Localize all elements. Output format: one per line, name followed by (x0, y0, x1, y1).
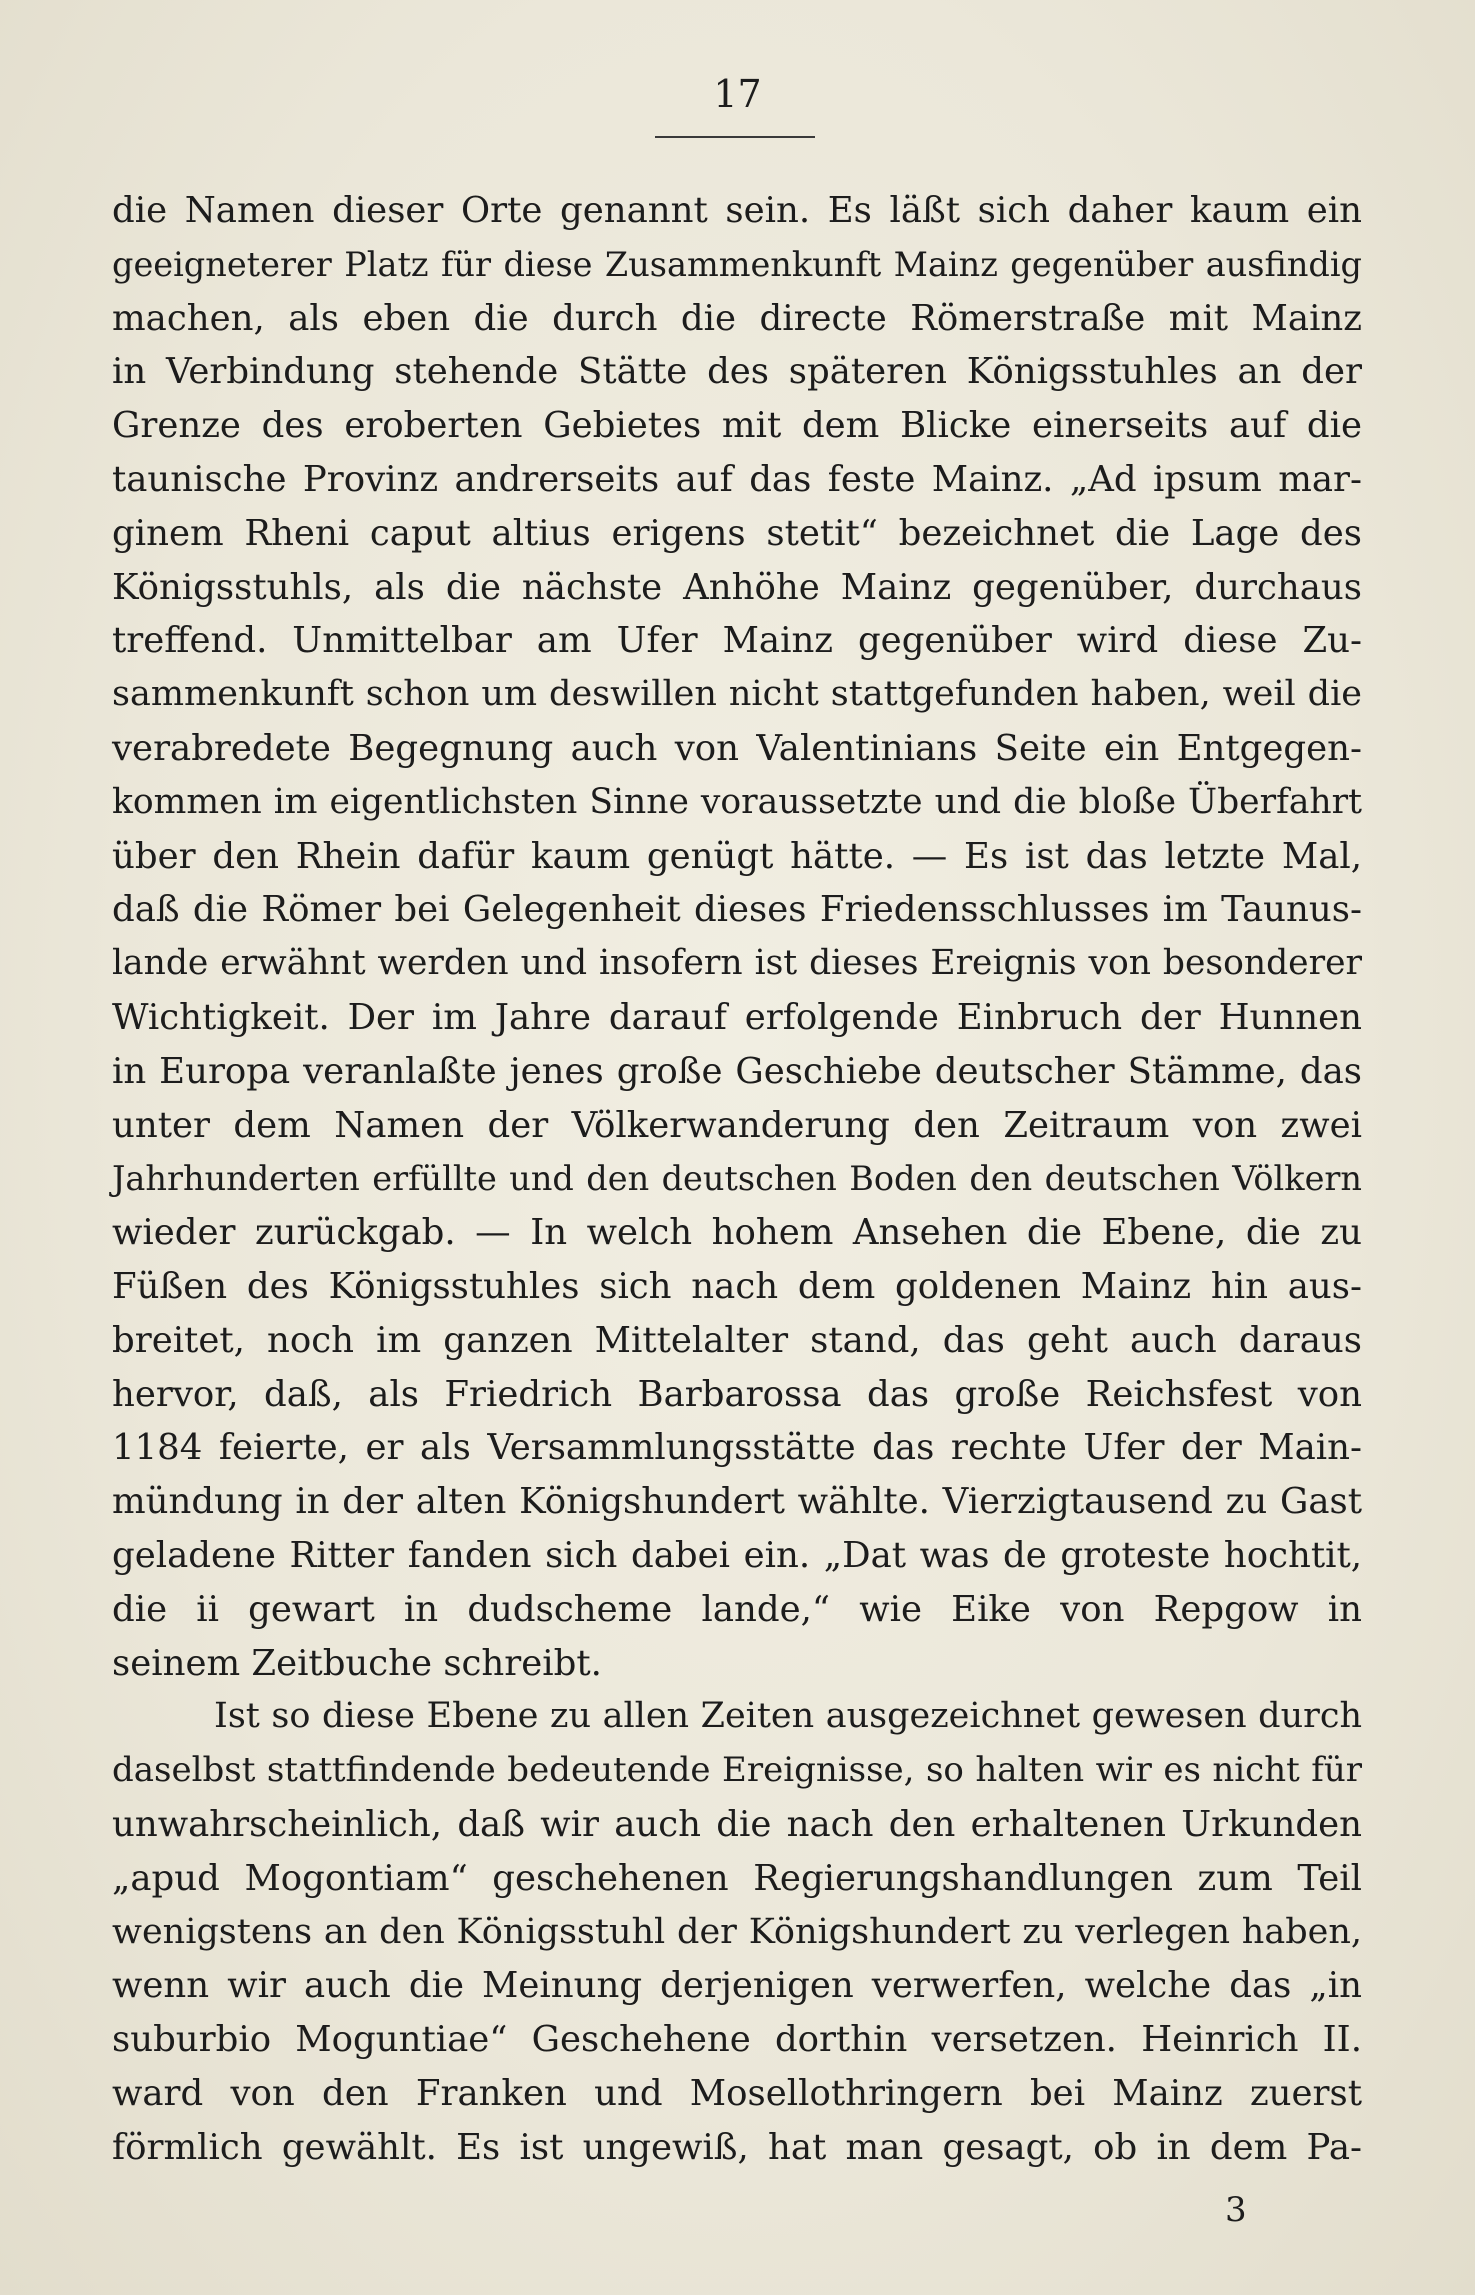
text-line: machen, als eben die durch die directe Römerstraße mit Mainz (112, 297, 1362, 339)
text-line: treffend. Unmittelbar am Ufer Mainz gegenüber wird diese Zu- (112, 620, 1362, 662)
text-line: in Europa veranlaßte jenes große Geschiebe deutscher Stämme, das (112, 1050, 1362, 1092)
text-line: Grenze des eroberten Gebietes mit dem Blicke einerseits auf die (112, 405, 1362, 447)
text-line: mündung in der alten Königshundert wählte. Vierzigtausend zu Gast (112, 1481, 1362, 1523)
header-rule (655, 136, 815, 138)
paragraph-2 (112, 1690, 1362, 2174)
text-line: wieder zurückgab. — In welch hohem Ansehen die Ebene, die zu (112, 1212, 1362, 1254)
text-line: hervor, daß, als Friedrich Barbarossa das große Reichsfest von (112, 1373, 1362, 1415)
text-line: über den Rhein dafür kaum genügt hätte. — Es ist das letzte Mal, (112, 835, 1362, 877)
text-line: Ist so diese Ebene zu allen Zeiten ausgezeichnet gewesen durch (214, 1696, 1362, 1737)
paragraph-1 (112, 184, 1362, 1690)
text-line: ginem Rheni caput altius erigens stetit“ bezeichnet die Lage des (112, 512, 1362, 554)
signature-mark: 3 (1225, 2190, 1247, 2230)
text-line: die ii gewart in dudscheme lande,“ wie Eike von Repgow in (112, 1588, 1362, 1630)
text-line: seinem Zeitbuche schreibt. (112, 1642, 602, 1684)
text-line: unwahrscheinlich, daß wir auch die nach den erhaltenen Urkunden (112, 1803, 1362, 1845)
text-line: daselbst stattfindende bedeutende Ereignisse, so halten wir es nicht für (112, 1750, 1362, 1791)
text-line: wenigstens an den Königsstuhl der Königshundert zu verlegen haben, (112, 1911, 1362, 1952)
text-line: in Verbindung stehende Stätte des späteren Königsstuhles an der (112, 351, 1362, 393)
text-line: geeigneterer Platz für diese Zusammenkunft Mainz gegenüber ausfindig (112, 244, 1362, 284)
text-line: lande erwähnt werden und insofern ist dieses Ereignis von besonderer (112, 943, 1362, 984)
text-line: Wichtigkeit. Der im Jahre darauf erfolgende Einbruch der Hunnen (112, 996, 1362, 1038)
text-line: daß die Römer bei Gelegenheit dieses Friedensschlusses im Taunus- (112, 889, 1362, 931)
text-line: verabredete Begegnung auch von Valentinians Seite ein Entgegen- (112, 727, 1362, 769)
text-line: Füßen des Königsstuhles sich nach dem goldenen Mainz hin aus- (112, 1265, 1362, 1307)
text-line: taunische Provinz andrerseits auf das feste Mainz. „Ad ipsum mar- (112, 458, 1362, 500)
text-line: geladene Ritter fanden sich dabei ein. „Dat was de groteste hochtit, (112, 1534, 1362, 1576)
body-text (112, 184, 1362, 2174)
text-line: Königsstuhls, als die nächste Anhöhe Mainz gegenüber, durchaus (112, 566, 1362, 608)
text-line: suburbio Moguntiae“ Geschehene dorthin versetzen. Heinrich II. (112, 2019, 1362, 2061)
text-line: unter dem Namen der Völkerwanderung den Zeitraum von zwei (112, 1104, 1362, 1146)
text-line: „apud Mogontiam“ geschehenen Regierungshandlungen zum Teil (112, 1857, 1362, 1899)
text-line: sammenkunft schon um deswillen nicht stattgefunden haben, weil die (112, 674, 1362, 715)
text-line: ward von den Franken und Mosellothringern bei Mainz zuerst (112, 2072, 1362, 2114)
text-line: wenn wir auch die Meinung derjenigen verwerfen, welche das „in (112, 1965, 1362, 2007)
text-line: förmlich gewählt. Es ist ungewiß, hat man gesagt, ob in dem Pa- (112, 2126, 1362, 2168)
text-line: Jahrhunderten erfüllte und den deutschen Boden den deutschen Völkern (112, 1159, 1362, 1199)
text-line: 1184 feierte, er als Versammlungsstätte das rechte Ufer der Main- (112, 1427, 1362, 1469)
text-line: breitet, noch im ganzen Mittelalter stand, das geht auch daraus (112, 1319, 1362, 1361)
text-line: die Namen dieser Orte genannt sein. Es läßt sich daher kaum ein (112, 190, 1362, 231)
text-line: kommen im eigentlichsten Sinne voraussetzte und die bloße Überfahrt (112, 781, 1362, 822)
page-number: 17 (713, 72, 762, 116)
